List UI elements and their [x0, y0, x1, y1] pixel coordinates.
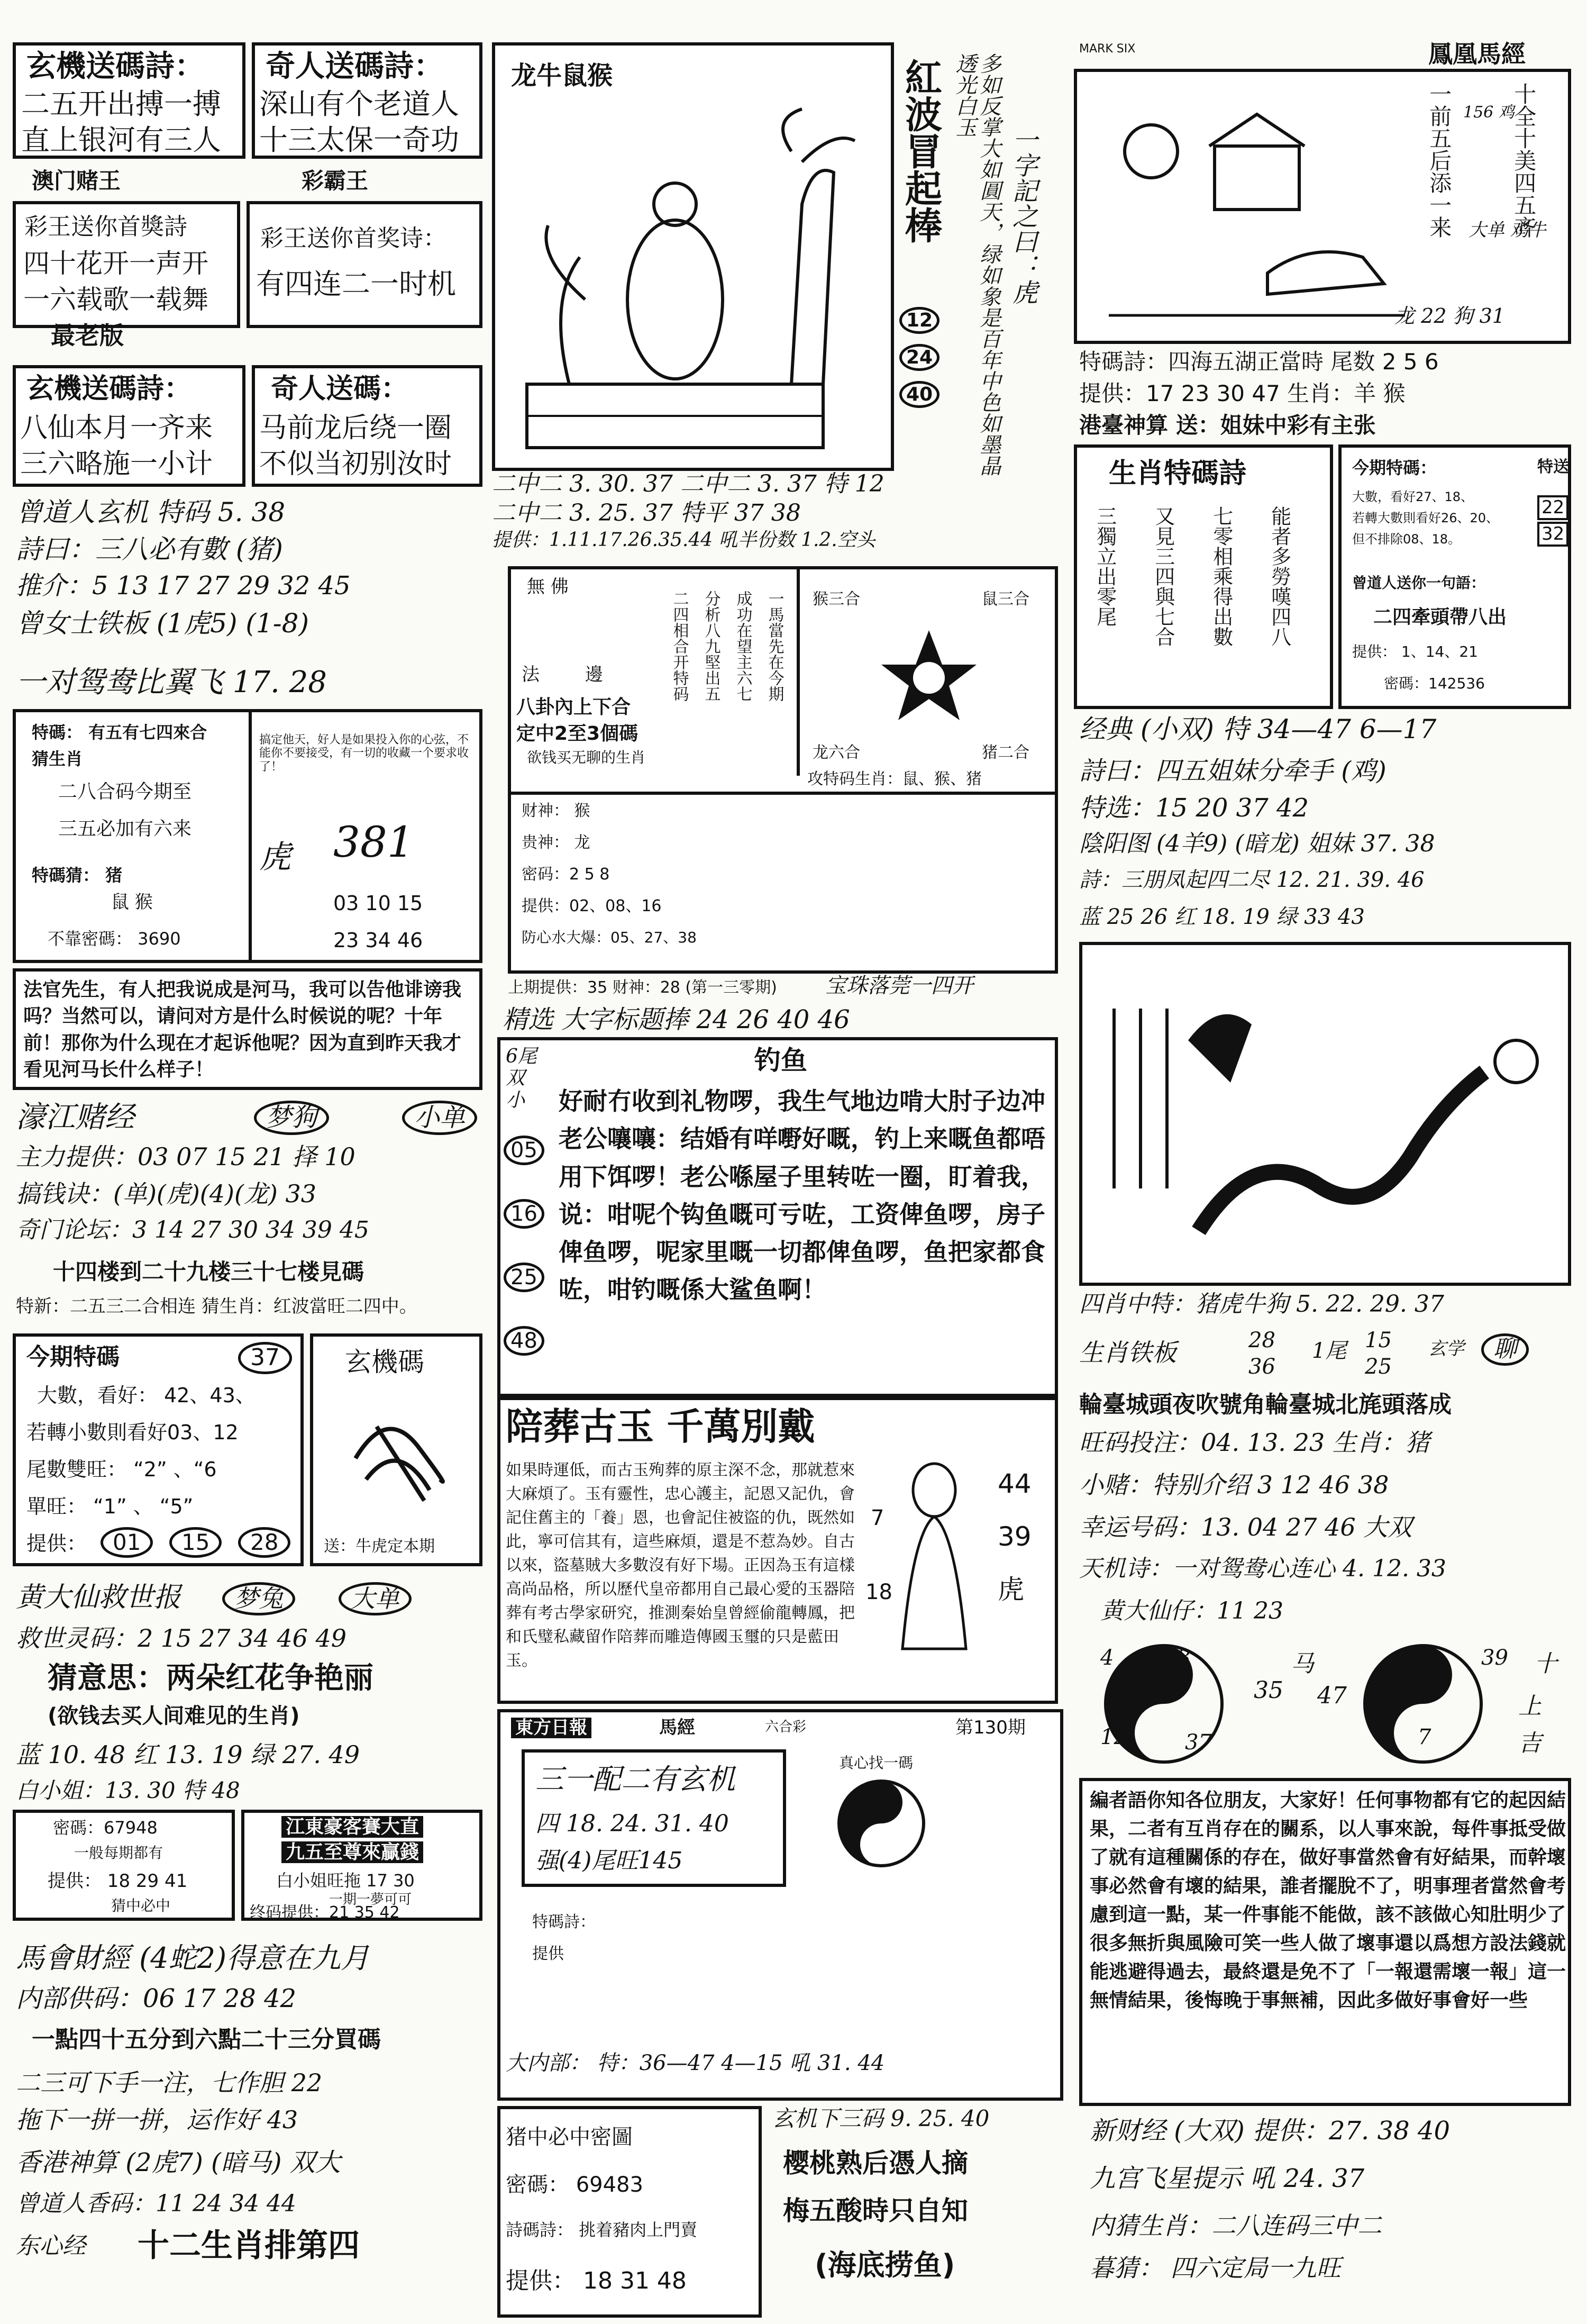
sanpeng-line: 詩：三朋凤起四二尽 12. 21. 39. 46 [1079, 868, 1425, 892]
lan25-line: 蓝 25 26 红 18. 19 绿 33 43 [1079, 905, 1365, 929]
wheel-num-11: 十 [1534, 1650, 1557, 1677]
xuanjima-title: 玄機碼 [345, 1347, 424, 1377]
yiban-line: 一般每期都有 [74, 1844, 163, 1862]
shengxiao-col-4: 能者多勞嘆四八 [1267, 506, 1291, 647]
haidi-line: (海底捞鱼) [815, 2248, 955, 2282]
caiba-label: 彩霸王 [302, 168, 369, 194]
scribble-figure [345, 1395, 451, 1511]
jiangdong-line: 江東豪客賽大直 [281, 1816, 423, 1838]
wangma-line: 旺码投注：04. 13. 23 生肖：猪 [1079, 1428, 1430, 1457]
zengdao-c3: 曾道人送你一句語： [1352, 574, 1486, 592]
peizang-left-1: 7 [871, 1506, 884, 1530]
zuilao-label: 最老版 [51, 321, 124, 350]
jinqi-c3-line-3: 但不排除08、18。 [1352, 532, 1461, 547]
peizang-left-2: 18 [865, 1580, 892, 1604]
fenghuang-line-2: 一前五后添一来 [1426, 83, 1453, 238]
shuhe-label: 鼠三合 [982, 590, 1029, 609]
tigong2-c3: 提供： 1、14、21 [1352, 643, 1478, 660]
xuanji2-line-2: 三六略施一小计 [20, 448, 213, 480]
recommend-line: 推介：5 13 17 27 29 32 45 [16, 571, 351, 601]
tigong-num-2: 15 [169, 1527, 222, 1558]
neibu-line: 内部供码：06 17 28 42 [16, 1984, 297, 2013]
liuwei-label: 6尾 双小 [506, 1046, 537, 1111]
jiushi-line: 救世灵码：2 15 27 34 46 49 [16, 1624, 347, 1653]
peizang-num-2: 39 [998, 1521, 1032, 1552]
tesong-label: 特送 [1537, 458, 1569, 476]
xingyun-line: 幸运号码：13. 04 27 46 大双 [1079, 1513, 1412, 1541]
col-c: 成功在望主六七 [733, 591, 752, 702]
guanyin-figure [881, 1458, 987, 1659]
bai-ge2-line: 一期一夢可可 [329, 1892, 412, 1908]
hongbo-num-2: 24 [899, 344, 940, 371]
dashu-line: 大數，看好： 42、43、 [37, 1384, 256, 1407]
shengxiao-col-2: 又見三四與七合 [1151, 506, 1175, 647]
jiugong-line: 九宫飞星提示 吼 24. 37 [1090, 2164, 1365, 2193]
tieban-num-3: 1尾 [1312, 1339, 1347, 1363]
daneibu-line: 大内部： 特：36—47 4—15 吼 31. 44 [506, 2051, 885, 2075]
wufo-label: 無 佛 [527, 576, 569, 597]
dingzhong-line: 定中2至3個碼 [516, 723, 639, 745]
laoqian-line: 搞钱诀：(单)(虎)(4)(龙) 33 [16, 1179, 316, 1208]
jinqi-c3-line-2: 若轉大數則看好26、20、 [1352, 511, 1499, 525]
hu-char: 虎 [259, 839, 291, 876]
wheel-num-6: 马 [1291, 1650, 1314, 1677]
caiwang1-title: 彩王送你首獎詩 [24, 213, 187, 240]
special-animal: 特碼猜： 猪 [32, 865, 123, 885]
hongbo-num-3: 40 [899, 381, 940, 408]
xuanji-line-2: 直上银河有三人 [21, 123, 221, 157]
shengxiao-title: 生肖特碼詩 [1109, 458, 1247, 489]
fenghuang-box [1074, 69, 1571, 344]
fangxin-line: 防心水大爆：05、27、38 [522, 929, 697, 946]
mahui-line: 馬會財經 (4蛇2)得意在九月 [16, 1941, 370, 1975]
guishen-line: 贵神： 龙 [522, 833, 590, 852]
houhe-label: 猴三合 [813, 590, 860, 609]
sanpei-b: 强(4)尾旺145 [535, 1847, 683, 1874]
special-box-divider [249, 712, 252, 960]
caiwang2-title: 彩王送你首奖诗： [260, 225, 446, 252]
wheel-num-4: 37 [1185, 1730, 1212, 1755]
caiwang1-line-1: 四十花开一声开 [23, 248, 208, 279]
louji-line: 十四楼到二十九楼三十七楼見碼 [53, 1259, 364, 1285]
sansan-line: 二三可下手一注，七作胆 22 [16, 2068, 323, 2097]
caiwang1-line-2: 一六载歌一载舞 [23, 284, 208, 315]
qiren2-line-2: 不似当初别汝时 [259, 448, 452, 480]
qiren2-line-1: 马前龙后绕一圈 [259, 412, 452, 444]
animals-line: 鼠 猴 [111, 892, 153, 913]
col-d: 一馬當先在今期 [765, 591, 784, 702]
yingtao-line: 樱桃熟后憑人摘 [783, 2148, 968, 2178]
long22-label: 龙 22 狗 31 [1394, 304, 1505, 328]
caiwang2-line: 有四连二一时机 [256, 267, 456, 301]
baozhu-line: 宝珠落莞一四开 [825, 974, 973, 998]
tesong-num-2: 32 [1537, 522, 1568, 547]
tianji-line: 天机诗：一对鸳鸯心连心 4. 12. 33 [1079, 1555, 1446, 1582]
yin-yang-icon [834, 1776, 929, 1871]
diaoyu-num-4: 48 [504, 1326, 544, 1356]
xiaodu-line: 小赌：特别介绍 3 12 46 38 [1079, 1470, 1389, 1499]
qiren2-title: 奇人送碼： [271, 373, 409, 405]
xuanji-xia-line: 玄机下三码 9. 25. 40 [772, 2105, 990, 2131]
tigong-num-3: 28 [238, 1527, 290, 1558]
editorial-box [1079, 1778, 1571, 2106]
yuqian-line: (欲钱去买人间难见的生肖) [48, 1704, 300, 1728]
qiren-poem-box-2 [252, 365, 482, 487]
bagua-hdivider [511, 792, 1055, 795]
weishu-line: 尾數雙旺： “2” 、“6 [26, 1458, 217, 1481]
liuhecai-label: 六合彩 [765, 1719, 807, 1735]
shima-line: 詩碼詩： 挑着豬肉上門賣 [506, 2220, 698, 2240]
caizhong-line: 猜中必中 [111, 1897, 171, 1914]
jingdian-line: 经典 (小双) 特 34—47 6—17 [1079, 714, 1437, 745]
diaoyu-num-3: 25 [504, 1263, 544, 1292]
menggou-badge: 梦狗 [254, 1101, 329, 1135]
erfour-line: 二四牽頭帶八出 [1373, 606, 1507, 628]
zhuer-label: 猪二合 [982, 743, 1029, 762]
mima3-line: 密碼： 69483 [506, 2173, 643, 2197]
diaoyu-text: 好耐冇收到礼物啰，我生气地边啃大肘子边冲老公嚷嚷：结婚有咩嘢好嘅，钓上来嘅鱼都唔用下饵啰！老公喺屋子里转咗一圈，盯着我，说：咁呢个钩鱼嘅可亏咗，工资俾鱼啰，房子俾鱼啰，呢家里嘅一切都俾鱼啰，鱼把家都食咗，咁钓嘅係大鲨鱼啊！ [559, 1087, 1045, 1304]
caiyi-line: 猜意思：两朵红花争艳丽 [48, 1661, 373, 1695]
side-column-text: 多如反掌大如圓天，绿如象是百年中色如墨晶透光白玉 [952, 53, 1001, 476]
mark-six-banner: MARK SIX [1079, 42, 1136, 56]
tieban-label: 生肖铁板 [1079, 1338, 1176, 1367]
sanpei-nums: 四 18. 24. 31. 40 [535, 1810, 729, 1837]
tesong-num-1: 22 [1537, 495, 1568, 520]
luntai-line: 輪臺城頭夜吹號角輪臺城北旄頭落成 [1079, 1391, 1452, 1418]
qiren-line-1: 深山有个老道人 [259, 87, 459, 121]
dragon-illustration [1093, 956, 1558, 1273]
shier-line: 十二生肖排第四 [138, 2227, 360, 2264]
col-b: 分析八九堅出五 [701, 591, 720, 702]
hongbo-title: 紅波冒起棒 [899, 58, 943, 243]
num-381: 381 [333, 818, 414, 867]
small-notice: 搞定他天，好人是如果投入你的心弦，不能你不要接受，有一切的收藏一个要求收了！ [259, 733, 469, 774]
bagua-line: 八卦內上下合 [516, 696, 631, 718]
meiwu-line: 梅五酸時只自知 [783, 2195, 968, 2226]
xuanji-poem-box-2 [13, 365, 245, 487]
poem-line: 詩曰：三八必有數 (猪) [16, 534, 283, 565]
texin-line: 特新：二五三二合相连 猜生肖：红波當旺二四中。 [16, 1296, 417, 1317]
bagua-box [508, 566, 1058, 974]
mima-line: 密碼：67948 [53, 1818, 158, 1838]
diaoyu-num-1: 05 [504, 1136, 544, 1165]
ganghao-line: 港臺神算 送：姐妹中彩有主张 [1079, 412, 1376, 438]
haojiang-title: 濠江赌经 [16, 1100, 134, 1134]
tuoyi-line: 拖下一拼一拼，运作好 43 [16, 2105, 298, 2134]
wheel-num-9: 7 [1418, 1725, 1431, 1749]
diaoyu-num-2: 16 [504, 1199, 544, 1229]
dadan-label: 大单 鸡牛 [1469, 220, 1546, 241]
wheel-num-3: 12 [1100, 1725, 1127, 1749]
neicai-line: 内猜生肖：二八连码三中二 [1090, 2211, 1382, 2240]
huangdaxian-title: 黄大仙救世报 [16, 1582, 181, 1613]
xuanji-title: 玄機送碼詩： [26, 49, 204, 84]
shengxiao-col-1: 三獨立出零尾 [1093, 506, 1117, 627]
jinqi-circle: 37 [238, 1342, 292, 1374]
tieban-num-4: 15 [1365, 1328, 1392, 1352]
bagua-divider [797, 569, 800, 776]
longniu-box [492, 42, 894, 471]
tieban-num-5: 25 [1365, 1355, 1392, 1379]
bagua-wheel-box [1079, 1630, 1571, 1778]
shiyue-line: 詩曰：四五姐妹分牵手 (鸡) [1079, 756, 1387, 786]
fenghuang-line-1: 十全十美四五齐 [1511, 83, 1537, 238]
peizang-text: 如果時運低，而古玉殉葬的原主深不念，那就惹來大麻煩了。玉有靈性，忠心護主，記恩又記仇，會記住舊主的「養」恩，也會記住被盜的仇，既然如此，寧可信其有，這些麻煩，還是不惹為妙。自古以來，盜墓賊大多數沒有好下場。正因為玉有這樣高尚品格，所以歷代皇帝都用自己最心愛的玉器陪葬有考古學家研究，推測秦始皇曾經偷龍轉鳳，把和氏璧私藏留作陪葬而雕造傳國玉璽的只是藍田玉。 [506, 1461, 855, 1670]
zhuzhong-box [497, 2106, 762, 2318]
xiaodan-badge: 小单 [402, 1101, 477, 1135]
wheel-num-12: 上 [1518, 1693, 1542, 1720]
mima-box [13, 1810, 235, 1921]
tigong-label: 提供： [26, 1532, 87, 1555]
menghu-badge: 梦兔 [222, 1582, 295, 1615]
joke-box [13, 968, 482, 1090]
jinqi-box [13, 1333, 304, 1566]
qiren-poem-box [252, 42, 482, 159]
xuanxue-label: 玄学 [1428, 1338, 1464, 1359]
longniu-title: 龙牛鼠猴 [511, 61, 613, 90]
tieban-num-2: 36 [1248, 1355, 1275, 1379]
xincaijing-line: 新财经 (大双) 提供：27. 38 40 [1090, 2116, 1450, 2146]
bai-ge-line: 白小姐旺拖 17 30 [276, 1871, 415, 1891]
tigong5-label: 提供 [532, 1945, 564, 1963]
tigong-line: 提供：1.11.17.26.35.44 吼半份数 1.2.空头 [492, 529, 875, 551]
er3b-line: 二中二 3. 25. 37 特平 37 38 [492, 500, 801, 526]
er3-line: 二中二 3. 30. 37 二中二 3. 37 特 12 [492, 470, 884, 497]
zhuan-line: 若轉小數則看好03、12 [26, 1421, 239, 1444]
xuanji2-line-1: 八仙本月一齐来 [20, 412, 213, 444]
fa-label: 法 [522, 664, 540, 685]
zhuli-line: 主力提供：03 07 15 21 择 10 [16, 1142, 355, 1171]
bujingu-line: 不靠密碼： 3690 [48, 929, 181, 949]
wheel-num-2: 23 [1164, 1646, 1191, 1670]
zhenxin-label: 真心找一碼 [839, 1754, 914, 1772]
jinqi-c3-line-1: 大數，看好27、18、 [1352, 489, 1474, 504]
guess-label: 猜生肖 [32, 749, 83, 769]
dadan-badge: 大单 [339, 1582, 412, 1615]
erba-line: 二八合码今期至 [58, 781, 192, 803]
special1-text: 特碼： 有五有七四來合 [32, 722, 207, 742]
lanhong-line: 蓝 10. 48 红 13. 19 绿 27. 49 [16, 1740, 360, 1769]
sixiao-line: 四肖中特：猪虎牛狗 5. 22. 29. 37 [1079, 1291, 1444, 1318]
caishen-line: 财神： 猴 [522, 802, 590, 820]
peizang-title: 陪葬古玉 千萬別戴 [506, 1405, 815, 1448]
longhe-label: 龙六合 [813, 743, 860, 762]
xuanji2-title: 玄機送碼詩： [26, 373, 192, 405]
sanpei-box [522, 1749, 786, 1887]
wheel-num-10: 39 [1481, 1646, 1508, 1670]
lianmafeng-line: 终码提供：21 35 42 [250, 1903, 400, 1922]
jingxuan-line: 精选 大字标题捧 24 26 40 46 [503, 1005, 850, 1034]
wheel-num-5: 35 [1254, 1677, 1283, 1704]
dongfang-box [497, 1709, 1063, 2101]
dongfang-title: 東方日報 [511, 1718, 591, 1738]
shangqi-line: 上期提供：35 财神：28 (第一三零期) [508, 978, 777, 997]
joke-text: 法官先生，有人把我说成是河马，我可以告他诽谤我吗？当然可以，请问对方是什么时候说的呢？十年前！那你为什么现在才起诉他呢？因为直到昨天我才看见河马长什么样子！ [23, 979, 462, 1081]
shengxiao-box [1074, 444, 1333, 709]
qiren-line-2: 十三太保一奇功 [259, 123, 459, 157]
tigong6-line: 提供： 18 31 48 [506, 2267, 687, 2294]
jinqi-c3-title: 今期特碼： [1352, 458, 1437, 478]
wheel-num-8: 29 [1407, 1662, 1434, 1686]
hongbo-num-1: 12 [899, 307, 940, 334]
zengdao-line: 曾道人香码：11 24 34 44 [16, 2190, 296, 2217]
circle-numbers: 156 鸡 [1463, 103, 1515, 122]
jiuwu-line: 九五至尊來贏錢 [281, 1841, 423, 1863]
star-dog-icon [881, 628, 977, 723]
sanwu-line: 三五必加有六来 [58, 818, 192, 840]
niuhu-line: 送：牛虎定本期 [324, 1537, 435, 1556]
liao-badge: 聊 [1481, 1333, 1529, 1366]
daoren-line: 曾道人玄机 特码 5. 38 [16, 497, 286, 528]
lady-tieban-line: 曾女士铁板 (1虎5) (1-8) [16, 608, 309, 639]
majing-title: 馬經 [659, 1717, 695, 1738]
qiren-title: 奇人送碼詩： [266, 49, 443, 84]
tema-tigong: 特碼詩： [532, 1913, 596, 1931]
huangdaxian-c3: 黄大仙仔：11 23 [1100, 1597, 1283, 1624]
yuqian2-line: 欲钱买无聊的生肖 [527, 749, 646, 766]
diaoyu-box [497, 1037, 1058, 1397]
shengxiao-col-3: 七零相乘得出數 [1209, 506, 1233, 647]
mima-c3: 密碼：142536 [1384, 675, 1485, 692]
tigong-num-1: 01 [101, 1527, 153, 1558]
fenghuang-title: 鳳凰馬經 [1428, 40, 1526, 68]
wheel-num-7: 47 [1317, 1682, 1347, 1709]
baixiaojie-line: 白小姐：13. 30 特 48 [16, 1777, 240, 1803]
yizi-header: 一字記之曰：虎 [1008, 127, 1038, 305]
xuanjima-box [310, 1333, 482, 1566]
nums-row-b: 23 34 46 [333, 929, 423, 952]
dongxin-line: 东心经 [16, 2232, 86, 2259]
xuanji-line-1: 二五开出搏一搏 [21, 87, 221, 121]
editorial-text: 編者語你知各位朋友，大家好！任何事物都有它的起因結果，二者有互肖存在的關系，以人事來說，每件事抵受做了就有這種關係的存在，做好事當然會有好結果，而幹壞事必然會有壞的結果，誰者擺脫不了，明事理者當然會考慮到這一點，某一件事能不能做，該不該做心知肚明少了很多無折與風險可笑一些人做了壞事還以爲想方設法錢就能逃避得過去，最終還是免不了「一報還需壞一報」這一無情結果，後悔晚于事無補，因此多做好事會好一些 [1090, 1790, 1566, 2011]
peizang-num-3: 虎 [998, 1574, 1024, 1605]
bian-label: 邊 [585, 664, 603, 685]
xuanji-poem-box [13, 42, 245, 159]
zhuzhong-title: 猪中必中密圖 [506, 2125, 633, 2149]
special-code-box [13, 709, 482, 963]
jinqi-c3-box [1338, 444, 1571, 709]
mucai-line: 暮猜： 四六定局一九旺 [1090, 2254, 1341, 2282]
tigong4-line: 提供：02、08、16 [522, 897, 662, 915]
sanpei-title: 三一配二有玄机 [535, 1763, 735, 1796]
tieban-num-1: 28 [1248, 1328, 1275, 1352]
mima2-line: 密码：2 5 8 [522, 865, 610, 884]
jinqi-title: 今期特碼 [26, 1343, 120, 1370]
danwang-line: 單旺： “1” 、 “5” [26, 1495, 194, 1518]
qimen-line: 奇门论坛：3 14 27 30 34 39 45 [16, 1217, 369, 1243]
caiwang-box-2 [247, 201, 482, 328]
wheel-num-1: 4 [1100, 1646, 1114, 1670]
caiwang-box-1 [13, 201, 240, 328]
yidian-line: 一點四十五分到六點二十三分買碼 [32, 2026, 381, 2053]
peizang-box [497, 1397, 1058, 1704]
diaoyu-title: 钓鱼 [754, 1045, 807, 1076]
xianggang-line: 香港神算 (2虎7) (暗马) 双大 [16, 2148, 341, 2177]
peizang-num-1: 44 [998, 1468, 1032, 1499]
yinyang-line: 陰阳图 (4羊9) (暗龙) 姐妹 37. 38 [1079, 830, 1435, 857]
farm-scene-illustration [1088, 83, 1416, 331]
qihao-label: 第130期 [955, 1717, 1026, 1738]
sage-illustration [506, 98, 887, 458]
yuanyang-line: 一对鸳鸯比翼飞 17. 28 [16, 665, 327, 700]
col-a: 二四相合开特码 [670, 591, 689, 702]
tigong-line-c3: 提供：17 23 30 47 生肖：羊 猴 [1079, 380, 1406, 406]
jiangdong-box [241, 1810, 482, 1921]
macau-label: 澳门赌王 [32, 168, 121, 194]
dragon-box [1079, 942, 1571, 1286]
wheel-num-13: 吉 [1518, 1730, 1542, 1757]
tezhi-line: 特选：15 20 37 42 [1079, 793, 1309, 823]
nums-row-a: 03 10 15 [333, 892, 423, 915]
gong-line: 攻特码生肖：鼠、猴、猪 [807, 770, 982, 788]
teshi-line: 特碼詩：四海五湖正當時 尾数 2 5 6 [1079, 349, 1439, 375]
tigong3-line: 提供： 18 29 41 [48, 1871, 188, 1892]
